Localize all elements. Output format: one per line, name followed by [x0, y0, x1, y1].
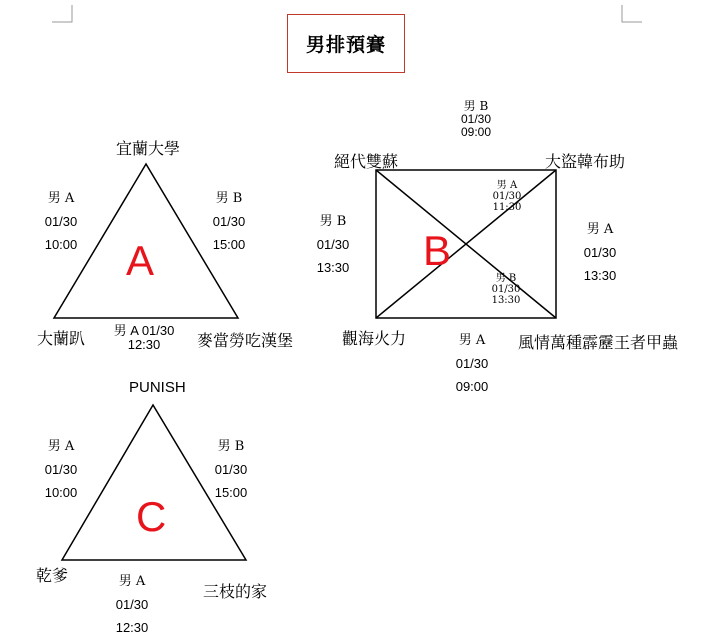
group-b-match-left — [308, 210, 358, 279]
match-time: 10:00 — [44, 237, 78, 252]
group-b-team-top-left: 絕代雙蘇 — [334, 152, 399, 171]
match-court: 男 A — [47, 439, 75, 454]
group-c-match-right — [206, 435, 256, 504]
group-a-team-top: 宜蘭大學 — [116, 139, 181, 158]
match-time: 12:30 — [127, 337, 161, 352]
group-c-match-bottom — [107, 570, 157, 639]
match-time: 15:00 — [214, 485, 248, 500]
match-date: 01/30 — [44, 462, 78, 477]
match-date: 01/30 — [583, 245, 617, 260]
group-a-match-left — [36, 187, 86, 256]
group-b-letter: B — [423, 227, 452, 274]
match-court: 男 A — [47, 191, 75, 206]
match-time: 11:30 — [492, 202, 522, 213]
match-date: 01/30 — [455, 356, 489, 371]
crop-mark-left — [52, 5, 72, 22]
match-court: 男 B — [463, 99, 489, 113]
group-c-match-left — [36, 435, 86, 504]
match-date: 01/30 — [492, 191, 522, 202]
page-title: 男排預賽 — [287, 14, 405, 73]
crop-mark-right — [622, 5, 642, 22]
match-time: 09:00 — [460, 125, 492, 139]
match-court: 男 A — [118, 574, 146, 589]
match-court-date: 男 A 01/30 — [113, 323, 175, 338]
group-c-team-top: PUNISH — [129, 379, 186, 396]
match-time: 15:00 — [212, 237, 246, 252]
group-b-match-right — [575, 218, 625, 287]
group-b-team-bottom-right: 風情萬種霹靂王者甲蟲 — [518, 333, 679, 352]
match-date: 01/30 — [460, 112, 492, 126]
group-c-team-bottom-right: 三枝的家 — [203, 582, 268, 601]
match-court: 男 B — [495, 273, 517, 284]
match-date: 01/30 — [115, 597, 149, 612]
match-court: 男 B — [217, 439, 245, 454]
group-b-team-bottom-left: 觀海火力 — [342, 329, 407, 348]
match-time: 13:30 — [491, 295, 521, 306]
group-b-match-top — [452, 100, 500, 139]
group-c-team-bottom-left: 乾爹 — [36, 566, 69, 585]
group-b-match-bottom — [447, 329, 497, 398]
match-date: 01/30 — [212, 214, 246, 229]
group-a-match-right — [204, 187, 254, 256]
group-a-team-bottom-left: 大蘭趴 — [37, 329, 86, 348]
match-date: 01/30 — [316, 237, 350, 252]
match-time: 13:30 — [316, 260, 350, 275]
match-date: 01/30 — [491, 284, 521, 295]
group-b-match-diagonal-upper — [489, 180, 525, 213]
match-court: 男 A — [586, 222, 614, 237]
match-time: 10:00 — [44, 485, 78, 500]
match-time: 09:00 — [455, 379, 489, 394]
match-time: 13:30 — [583, 268, 617, 283]
group-b-team-top-right: 大盜韓布助 — [545, 152, 626, 171]
match-court: 男 A — [496, 180, 518, 191]
group-a-match-bottom — [104, 324, 184, 352]
match-date: 01/30 — [44, 214, 78, 229]
group-b-match-diagonal-lower — [488, 273, 524, 306]
match-court: 男 A — [458, 333, 486, 348]
group-a-letter: A — [126, 237, 155, 284]
match-date: 01/30 — [214, 462, 248, 477]
group-a-team-bottom-right: 麥當勞吃漢堡 — [197, 331, 294, 350]
match-court: 男 B — [319, 214, 347, 229]
group-c-letter: C — [136, 493, 167, 540]
match-court: 男 B — [215, 191, 243, 206]
match-time: 12:30 — [115, 620, 149, 635]
